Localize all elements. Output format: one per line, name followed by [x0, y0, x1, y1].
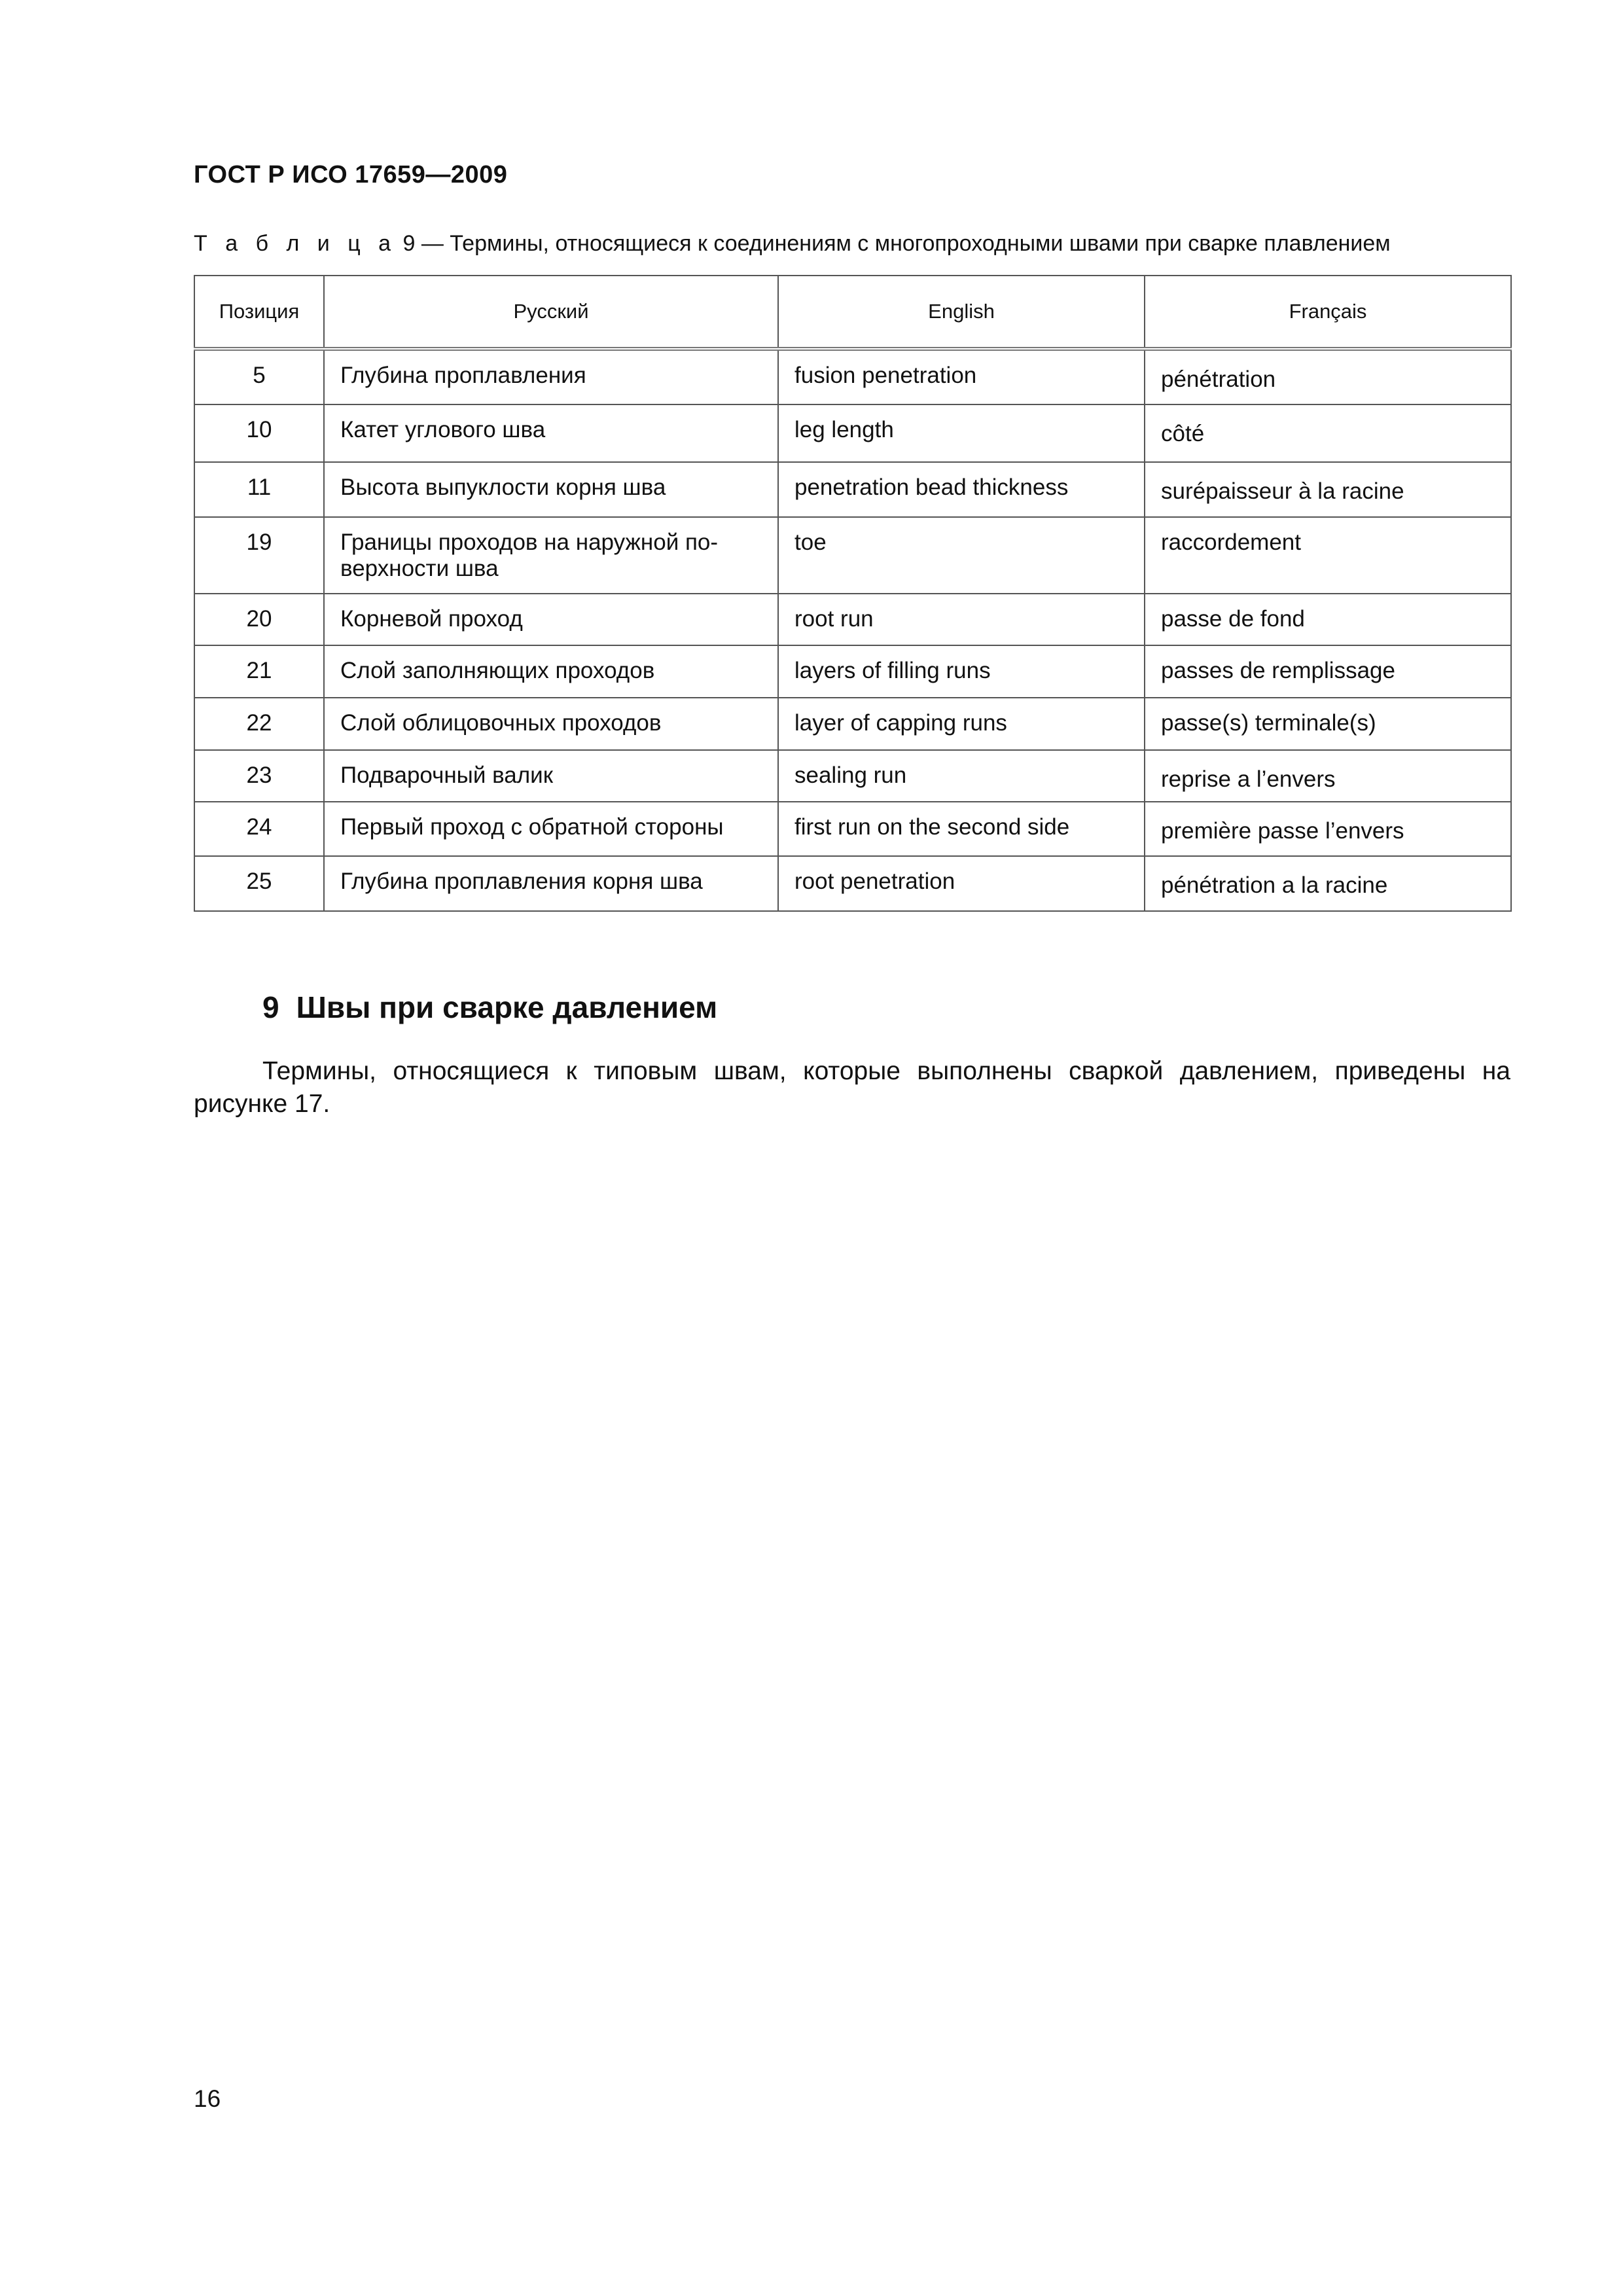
cell-english: root run: [778, 594, 1145, 645]
table-row: [194, 856, 1511, 911]
cell-russian: Корневой проход: [324, 594, 778, 645]
cell-position: 20: [194, 594, 324, 645]
table-header-row: [194, 276, 1511, 349]
table-row: [194, 802, 1511, 856]
page-number: 16: [194, 2085, 221, 2112]
cell-english: penetration bead thickness: [778, 462, 1145, 517]
document-header: ГОСТ Р ИСО 17659—2009: [194, 161, 508, 188]
cell-english: leg length: [778, 404, 1145, 462]
cell-position: 5: [194, 349, 324, 404]
table-row: [194, 462, 1511, 517]
table-row: [194, 645, 1511, 698]
cell-position: 22: [194, 698, 324, 750]
section-number: 9: [262, 990, 279, 1024]
cell-french: pénétration: [1145, 349, 1511, 404]
cell-position: 24: [194, 802, 324, 856]
cell-english: root penetration: [778, 856, 1145, 911]
cell-english: toe: [778, 517, 1145, 594]
cell-russian: Слой заполняющих проходов: [324, 645, 778, 698]
cell-position: 21: [194, 645, 324, 698]
cell-russian: Глубина проплавления: [324, 349, 778, 404]
cell-english: sealing run: [778, 750, 1145, 802]
column-header-russian: Русский: [324, 276, 778, 349]
table-row: [194, 594, 1511, 645]
cell-french: passe de fond: [1145, 594, 1511, 645]
table-row: [194, 698, 1511, 750]
cell-russian: Глубина проплавления корня шва: [324, 856, 778, 911]
section-heading: [262, 990, 717, 1025]
cell-french: passe(s) terminale(s): [1145, 698, 1511, 750]
cell-french: reprise a l’envers: [1145, 750, 1511, 802]
table-row: [194, 517, 1511, 594]
cell-russian: Слой облицовочных проходов: [324, 698, 778, 750]
cell-french: pénétration a la racine: [1145, 856, 1511, 911]
section-title: Швы при сварке давлением: [296, 990, 718, 1024]
cell-french: passes de remplissage: [1145, 645, 1511, 698]
column-header-english: English: [778, 276, 1145, 349]
cell-english: layers of filling runs: [778, 645, 1145, 698]
cell-french: première passe l’envers: [1145, 802, 1511, 856]
cell-position: 19: [194, 517, 324, 594]
cell-russian: Высота выпуклости корня шва: [324, 462, 778, 517]
table-row: [194, 404, 1511, 462]
cell-position: 10: [194, 404, 324, 462]
table-caption-prefix: Т а б л и ц а: [194, 231, 397, 256]
cell-french: côté: [1145, 404, 1511, 462]
cell-russian: Первый проход с обратной стороны: [324, 802, 778, 856]
cell-russian: Подварочный валик: [324, 750, 778, 802]
body-paragraph: Термины, относящиеся к типовым швам, которые выполнены сваркой давлением, приведены на рисунке 17.: [194, 1057, 1510, 1118]
cell-position: 23: [194, 750, 324, 802]
cell-position: 11: [194, 462, 324, 517]
table-row: [194, 750, 1511, 802]
table-caption: [194, 231, 1391, 257]
cell-english: fusion penetration: [778, 349, 1145, 404]
column-header-french: Français: [1145, 276, 1511, 349]
column-header-position: Позиция: [194, 276, 324, 349]
cell-russian: Границы проходов на наружной по-верхности шва: [324, 517, 778, 594]
terms-table: [194, 275, 1512, 912]
table-row: [194, 349, 1511, 404]
cell-russian: Катет углового шва: [324, 404, 778, 462]
cell-english: layer of capping runs: [778, 698, 1145, 750]
cell-position: 25: [194, 856, 324, 911]
cell-french: surépaisseur à la racine: [1145, 462, 1511, 517]
table-caption-text: 9 — Термины, относящиеся к соединениям с многопроходными швами при сварке плавлением: [397, 231, 1391, 256]
cell-english: first run on the second side: [778, 802, 1145, 856]
cell-french: raccordement: [1145, 517, 1511, 594]
